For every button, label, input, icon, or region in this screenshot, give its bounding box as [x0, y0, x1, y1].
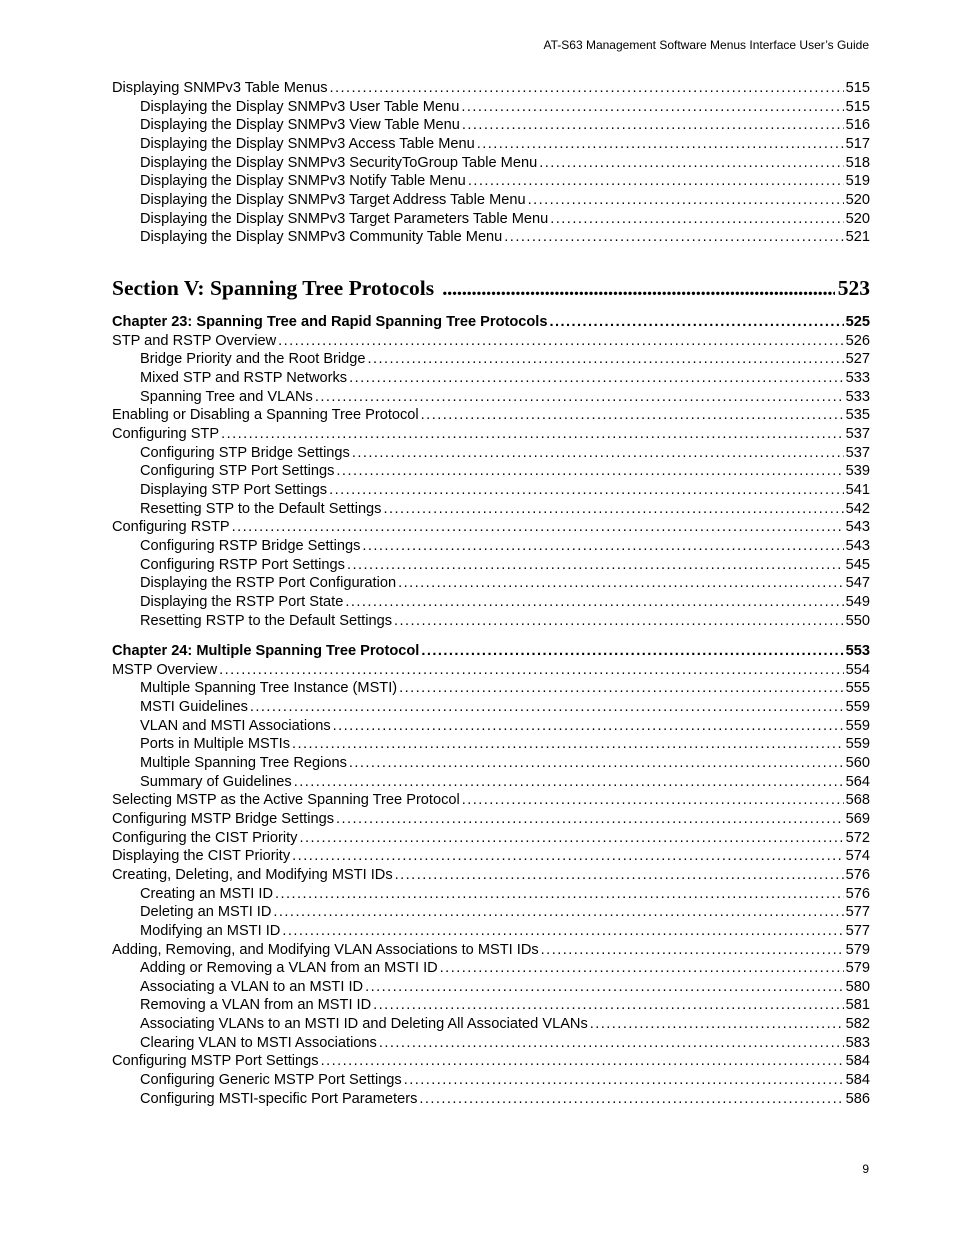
toc-entry-title: Configuring Generic MSTP Port Settings: [140, 1072, 402, 1089]
toc-entry-page: 577: [845, 904, 870, 921]
dot-leader: [394, 612, 844, 631]
dot-leader: [419, 1090, 843, 1109]
toc-entry[interactable]: [112, 369, 870, 388]
toc-entry-page: 584: [845, 1072, 870, 1089]
toc-entry-title: Associating a VLAN to an MSTI ID: [140, 978, 364, 995]
dot-leader: [352, 444, 844, 463]
dot-leader: [477, 135, 844, 154]
toc-entry-page: 520: [845, 210, 870, 227]
toc-entry-title: Multiple Spanning Tree Instance (MSTI): [140, 680, 398, 697]
toc-entry[interactable]: [112, 350, 870, 369]
toc-entry[interactable]: [112, 574, 870, 593]
dot-leader: [345, 593, 843, 612]
toc-entry-page: 537: [845, 425, 870, 442]
toc-entry[interactable]: [112, 210, 870, 229]
dot-leader: [278, 332, 844, 351]
toc-group-snmpv3: [112, 79, 870, 247]
toc-entry-page: 539: [845, 463, 870, 480]
toc-entry[interactable]: [112, 332, 870, 351]
toc-entry-title: Multiple Spanning Tree Regions: [140, 754, 347, 771]
toc-entry[interactable]: [112, 116, 870, 135]
toc-entry[interactable]: [112, 847, 870, 866]
toc-entry[interactable]: [112, 885, 870, 904]
toc-entry[interactable]: [112, 1090, 870, 1109]
dot-leader: [550, 210, 843, 229]
toc-entry[interactable]: [112, 959, 870, 978]
dot-leader: [315, 388, 844, 407]
toc-entry-title: Displaying the RSTP Port State: [140, 593, 344, 610]
toc-entry-title: Chapter 23: Spanning Tree and Rapid Spanning Tree Protocols: [112, 314, 548, 330]
dot-leader: [421, 406, 844, 425]
dot-leader: [549, 313, 843, 332]
toc-entry-page: 549: [845, 593, 870, 610]
toc-entry-title: Displaying the RSTP Port Configuration: [140, 575, 397, 592]
toc-entry-title: Configuring STP Bridge Settings: [140, 444, 350, 461]
toc-entry-title: Spanning Tree and VLANs: [140, 388, 313, 405]
toc-entry-title: Displaying the Display SNMPv3 Community Table Menu: [140, 229, 503, 246]
dot-leader: [373, 996, 843, 1015]
dot-leader: [462, 116, 844, 135]
dot-leader: [273, 903, 843, 922]
toc-entry-page: 569: [845, 810, 870, 827]
dot-leader: [347, 556, 844, 575]
dot-leader: [219, 661, 843, 680]
toc-entry[interactable]: [112, 903, 870, 922]
dot-leader: [379, 1034, 844, 1053]
toc-entry-page: 542: [845, 500, 870, 517]
toc-entry-page: 515: [845, 80, 870, 96]
toc-entry-title: Removing a VLAN from an MSTI ID: [140, 997, 372, 1014]
section-title: Section V: Spanning Tree Protocols: [112, 276, 435, 300]
dot-leader: [442, 274, 835, 302]
dot-leader: [250, 698, 844, 717]
toc-entry[interactable]: [112, 1052, 870, 1071]
toc-entry-page: 545: [845, 556, 870, 573]
toc-entry[interactable]: [112, 1071, 870, 1090]
dot-leader: [349, 754, 844, 773]
toc-entry-page: 519: [845, 173, 870, 190]
dot-leader: [294, 773, 844, 792]
toc-entry[interactable]: [112, 500, 870, 519]
toc-entry-title: MSTI Guidelines: [140, 698, 248, 715]
toc-entry[interactable]: [112, 228, 870, 247]
dot-leader: [362, 537, 843, 556]
toc-entry-title: Resetting STP to the Default Settings: [140, 500, 382, 517]
toc-entry-title: Associating VLANs to an MSTI ID and Deleting All Associated VLANs: [140, 1016, 588, 1033]
toc-entry[interactable]: [112, 735, 870, 754]
dot-leader: [336, 462, 843, 481]
toc-entry-page: 572: [845, 829, 870, 846]
toc-entry-page: 576: [845, 866, 870, 883]
dot-leader: [383, 500, 843, 519]
toc-entry-title: Deleting an MSTI ID: [140, 904, 272, 921]
toc-entry[interactable]: [112, 791, 870, 810]
dot-leader: [333, 717, 844, 736]
toc-entry[interactable]: [112, 773, 870, 792]
toc-entry-title: Displaying the CIST Priority: [112, 848, 291, 865]
toc-entry-title: Mixed STP and RSTP Networks: [140, 369, 348, 386]
toc-entry-page: 580: [845, 978, 870, 995]
running-header: AT-S63 Management Software Menus Interface User’s Guide: [543, 38, 869, 52]
toc-entry-title: Clearing VLAN to MSTI Associations: [140, 1034, 377, 1051]
toc-entry-page: 559: [845, 698, 870, 715]
dot-leader: [398, 574, 844, 593]
toc-entry[interactable]: [112, 612, 870, 631]
toc-entry-title: Configuring RSTP: [112, 519, 230, 536]
toc-entry-title: Chapter 24: Multiple Spanning Tree Protocol: [112, 643, 420, 659]
toc-group-chapter-24: [112, 642, 870, 1108]
toc-entry-page: 583: [845, 1034, 870, 1051]
toc-entry-page: 555: [845, 680, 870, 697]
toc-entry-page: 527: [845, 351, 870, 368]
toc-entry[interactable]: [112, 556, 870, 575]
toc-entry-title: Configuring RSTP Bridge Settings: [140, 537, 361, 554]
toc-entry[interactable]: [112, 810, 870, 829]
dot-leader: [468, 172, 844, 191]
toc-entry-page: 560: [845, 754, 870, 771]
toc-entry[interactable]: [112, 172, 870, 191]
toc-entry-title: Configuring MSTI-specific Port Parameters: [140, 1090, 418, 1107]
toc-entry[interactable]: [112, 462, 870, 481]
toc-entry[interactable]: [112, 754, 870, 773]
toc-entry-page: 550: [845, 612, 870, 629]
toc-entry-page: 577: [845, 922, 870, 939]
dot-leader: [504, 228, 843, 247]
dot-leader: [282, 922, 843, 941]
toc-entry-page: 535: [845, 407, 870, 424]
toc-entry-page: 582: [845, 1016, 870, 1033]
toc-entry-page: 543: [845, 519, 870, 536]
toc-entry-page: 579: [845, 960, 870, 977]
toc-entry[interactable]: [112, 154, 870, 173]
toc-entry-page: 516: [845, 117, 870, 134]
toc-entry-page: 515: [845, 98, 870, 115]
toc-entry-page: 533: [845, 369, 870, 386]
toc-entry-page: 526: [845, 332, 870, 349]
dot-leader: [462, 791, 844, 810]
toc-entry-title: Configuring RSTP Port Settings: [140, 556, 345, 573]
toc-entry[interactable]: [112, 191, 870, 210]
toc-entry-page: 568: [845, 792, 870, 809]
toc-entry-title: Displaying the Display SNMPv3 User Table Menu: [140, 98, 460, 115]
toc-entry-title: Displaying the Display SNMPv3 Target Address Table Menu: [140, 191, 526, 208]
dot-leader: [275, 885, 844, 904]
toc-entry[interactable]: [112, 135, 870, 154]
toc-entry-title: Summary of Guidelines: [140, 773, 292, 790]
dot-leader: [292, 735, 844, 754]
toc-entry[interactable]: [112, 996, 870, 1015]
toc-entry-title: Displaying the Display SNMPv3 SecurityToGroup Table Menu: [140, 154, 538, 171]
toc-entry-title: Configuring the CIST Priority: [112, 829, 298, 846]
toc-entry[interactable]: [112, 661, 870, 680]
toc-entry-page: 584: [845, 1053, 870, 1070]
toc-entry-page: 533: [845, 388, 870, 405]
dot-leader: [421, 642, 843, 661]
dot-leader: [299, 829, 843, 848]
dot-leader: [221, 425, 844, 444]
dot-leader: [330, 79, 844, 98]
toc-entry-page: 581: [845, 997, 870, 1014]
toc-entry[interactable]: [112, 829, 870, 848]
dot-leader: [539, 154, 843, 173]
toc-entry-title: Selecting MSTP as the Active Spanning Tree Protocol: [112, 792, 460, 809]
toc-entry-page: 579: [845, 941, 870, 958]
toc-entry-title: Bridge Priority and the Root Bridge: [140, 351, 366, 368]
toc-entry-title: STP and RSTP Overview: [112, 332, 277, 349]
toc-entry-page: 574: [845, 848, 870, 865]
toc-entry-title: Configuring STP Port Settings: [140, 463, 335, 480]
toc-entry[interactable]: [112, 518, 870, 537]
dot-leader: [528, 191, 844, 210]
dot-leader: [404, 1071, 844, 1090]
toc-entry[interactable]: [112, 978, 870, 997]
page-number: 9: [862, 1162, 869, 1176]
dot-leader: [368, 350, 844, 369]
toc-entry-title: Resetting RSTP to the Default Settings: [140, 612, 393, 629]
toc-entry[interactable]: [112, 941, 870, 960]
toc-entry-page: 554: [845, 661, 870, 678]
dot-leader: [440, 959, 844, 978]
toc-entry[interactable]: [112, 717, 870, 736]
toc-entry[interactable]: [112, 98, 870, 117]
dot-leader: [329, 481, 844, 500]
toc-entry-title: Adding or Removing a VLAN from an MSTI ID: [140, 960, 438, 977]
toc-entry[interactable]: [112, 537, 870, 556]
toc-group-chapter-23: [112, 313, 870, 630]
dot-leader: [321, 1052, 844, 1071]
toc-entry-title: Creating, Deleting, and Modifying MSTI IDs: [112, 866, 393, 883]
toc-entry-page: 547: [845, 575, 870, 592]
toc-entry-title: Enabling or Disabling a Spanning Tree Protocol: [112, 407, 419, 424]
toc-chapter-entry[interactable]: [112, 642, 870, 661]
toc-chapter-entry[interactable]: [112, 313, 870, 332]
toc-entry-page: 586: [845, 1090, 870, 1107]
toc-entry-page: 518: [845, 154, 870, 171]
toc-section-heading[interactable]: [112, 274, 870, 302]
dot-leader: [395, 866, 844, 885]
toc-entry-title: Displaying the Display SNMPv3 View Table Menu: [140, 117, 460, 134]
dot-leader: [349, 369, 844, 388]
toc-entry-page: 564: [845, 773, 870, 790]
dot-leader: [399, 679, 844, 698]
toc-entry-page: 537: [845, 444, 870, 461]
toc-entry-page: 541: [845, 481, 870, 498]
toc-entry-title: Displaying STP Port Settings: [140, 481, 328, 498]
toc-entry-page: 521: [845, 229, 870, 246]
toc-entry[interactable]: [112, 79, 870, 98]
toc-entry-page: 553: [845, 643, 870, 659]
toc-entry-title: Configuring MSTP Port Settings: [112, 1053, 319, 1070]
dot-leader: [336, 810, 844, 829]
toc-entry-title: Modifying an MSTI ID: [140, 922, 281, 939]
dot-leader: [541, 941, 844, 960]
toc-entry-title: VLAN and MSTI Associations: [140, 717, 331, 734]
toc-entry[interactable]: [112, 593, 870, 612]
toc-entry-title: Configuring STP: [112, 425, 220, 442]
toc-entry-page: 525: [845, 314, 870, 330]
dot-leader: [461, 98, 843, 117]
toc-entry-title: Displaying the Display SNMPv3 Target Parameters Table Menu: [140, 210, 549, 227]
toc-entry-page: 559: [845, 717, 870, 734]
toc-entry-title: Displaying SNMPv3 Table Menus: [112, 80, 328, 96]
toc-entry[interactable]: [112, 406, 870, 425]
toc-entry[interactable]: [112, 1015, 870, 1034]
toc-entry-title: MSTP Overview: [112, 661, 218, 678]
toc-entry[interactable]: [112, 866, 870, 885]
toc-entry-title: Ports in Multiple MSTIs: [140, 736, 291, 753]
toc-entry-page: 543: [845, 537, 870, 554]
toc-entry[interactable]: [112, 679, 870, 698]
toc-entry[interactable]: [112, 444, 870, 463]
toc-entry[interactable]: [112, 481, 870, 500]
toc-entry-title: Adding, Removing, and Modifying VLAN Associations to MSTI IDs: [112, 941, 539, 958]
toc-entry-title: Creating an MSTI ID: [140, 885, 274, 902]
toc-entry-page: 520: [845, 191, 870, 208]
dot-leader: [365, 978, 844, 997]
toc-entry-title: Configuring MSTP Bridge Settings: [112, 810, 334, 827]
toc-entry[interactable]: [112, 388, 870, 407]
toc-entry[interactable]: [112, 698, 870, 717]
toc-entry-page: 559: [845, 736, 870, 753]
dot-leader: [232, 518, 844, 537]
section-page-number: 523: [837, 276, 870, 300]
toc-entry[interactable]: [112, 1034, 870, 1053]
toc-entry[interactable]: [112, 425, 870, 444]
toc-entry[interactable]: [112, 922, 870, 941]
toc-entry-title: Displaying the Display SNMPv3 Access Table Menu: [140, 135, 475, 152]
toc-entry-title: Displaying the Display SNMPv3 Notify Table Menu: [140, 173, 466, 190]
toc-entry-page: 576: [845, 885, 870, 902]
dot-leader: [292, 847, 843, 866]
toc-entry-page: 517: [845, 135, 870, 152]
dot-leader: [590, 1015, 844, 1034]
